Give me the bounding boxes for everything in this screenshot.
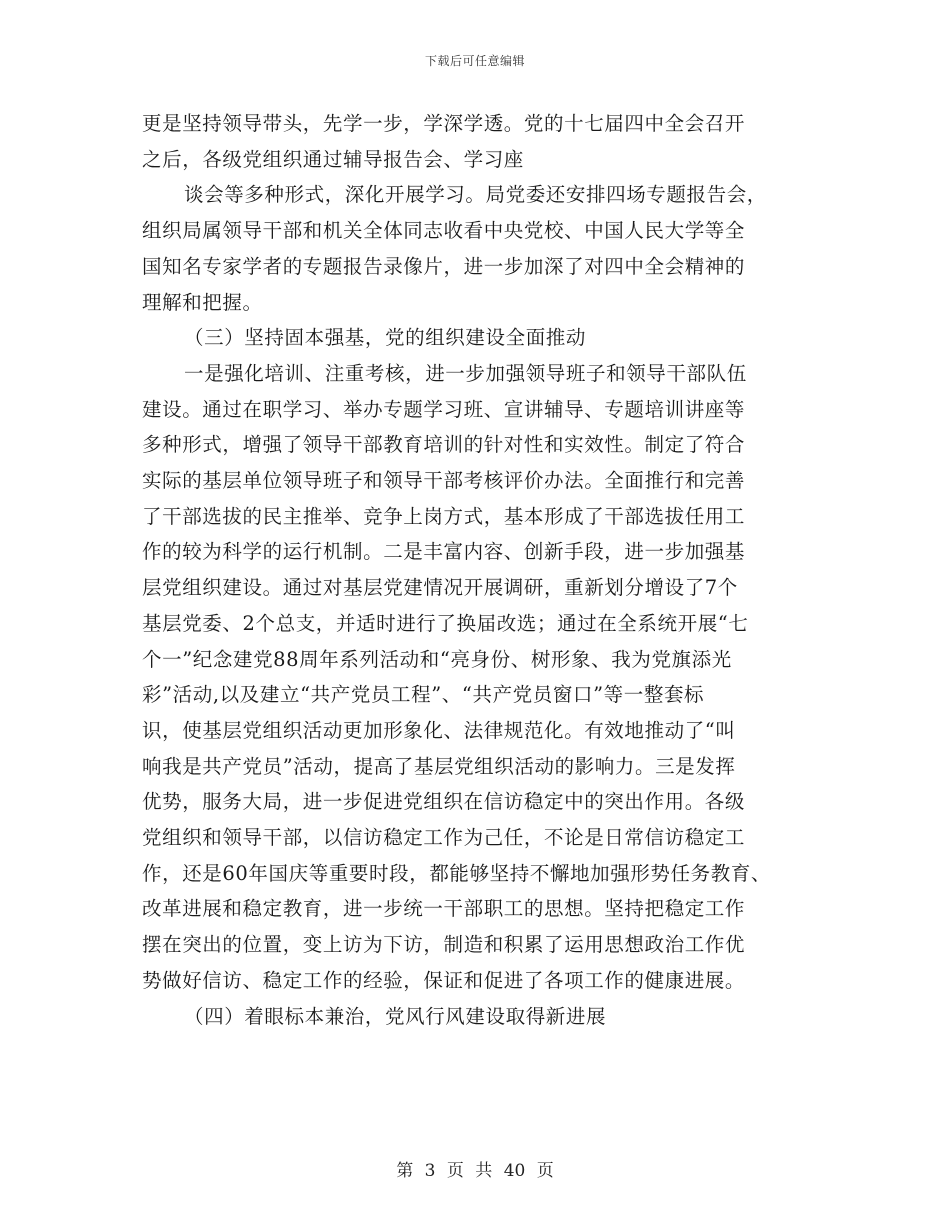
document-body — [142, 106, 822, 1034]
text-line: 建设。通过在职学习、举办专题学习班、宣讲辅导、专题培训讲座等 — [142, 397, 746, 421]
text-line: 彩”活动,以及建立“共产党员工程”、“共产党员窗口”等一整套标 — [142, 683, 705, 707]
page-footer: 第 3 页 共 40 页 — [396, 1161, 554, 1181]
text-line: 实际的基层单位领导班子和领导干部考核评价办法。全面推行和完善 — [142, 469, 746, 493]
text-line: 势做好信访、稳定工作的经验，保证和促进了各项工作的健康进展。 — [142, 968, 746, 992]
text-line: 作的较为科学的运行机制。二是丰富内容、创新手段，进一步加强基 — [142, 540, 746, 564]
text-line: 谈会等多种形式，深化开展学习。局党委还安排四场专题报告会， — [184, 183, 767, 207]
page-header: 下载后可任意编辑 — [424, 54, 525, 68]
text-line: 响我是共产党员”活动，提高了基层党组织活动的影响力。三是发挥 — [142, 754, 736, 778]
text-line: 了干部选拔的民主推举、竞争上岗方式，基本形成了干部选拔任用工 — [142, 504, 746, 528]
text-line: 一是强化培训、注重考核，进一步加强领导班子和领导干部队伍 — [184, 361, 747, 385]
text-line: 识，使基层党组织活动更加形象化、法律规范化。有效地推动了“叫 — [142, 718, 736, 742]
text-line: 改革进展和稳定教育，进一步统一干部职工的思想。坚持把稳定工作 — [142, 897, 746, 921]
text-line: 党组织和领导干部，以信访稳定工作为己任，不论是日常信访稳定工 — [142, 826, 746, 850]
text-line: 作，还是60年国庆等重要时段，都能够坚持不懈地加强形势任务教育、 — [142, 861, 772, 885]
text-line: 更是坚持领导带头，先学一步，学深学透。党的十七届四中全会召开 — [142, 112, 746, 135]
text-line: 理解和把握。 — [142, 290, 263, 314]
text-line: 层党组织建设。通过对基层党建情况开展调研，重新划分增设了7个 — [142, 576, 738, 600]
text-line: 摆在突出的位置，变上访为下访，制造和积累了运用思想政治工作优 — [142, 933, 746, 957]
text-line: 多种形式，增强了领导干部教育培训的针对性和实效性。制定了符合 — [142, 433, 746, 457]
section-heading: （四）着眼标本兼治，党风行风建设取得新进展 — [184, 1004, 607, 1028]
text-line: 组织局属领导干部和机关全体同志收看中央党校、中国人民大学等全 — [142, 219, 746, 243]
text-line: 之后，各级党组织通过辅导报告会、学习座 — [142, 147, 524, 171]
text-line: 基层党委、2个总支，并适时进行了换届改选；通过在全系统开展“七 — [142, 611, 749, 635]
text-line: 优势，服务大局，进一步促进党组织在信访稳定中的突出作用。各级 — [142, 790, 746, 814]
text-line: 国知名专家学者的专题报告录像片，进一步加深了对四中全会精神的 — [142, 254, 746, 278]
section-heading: （三）坚持固本强基，党的组织建设全面推动 — [184, 326, 587, 350]
text-line: 个一”纪念建党88周年系列活动和“亮身份、树形象、我为党旗添光 — [142, 647, 732, 671]
